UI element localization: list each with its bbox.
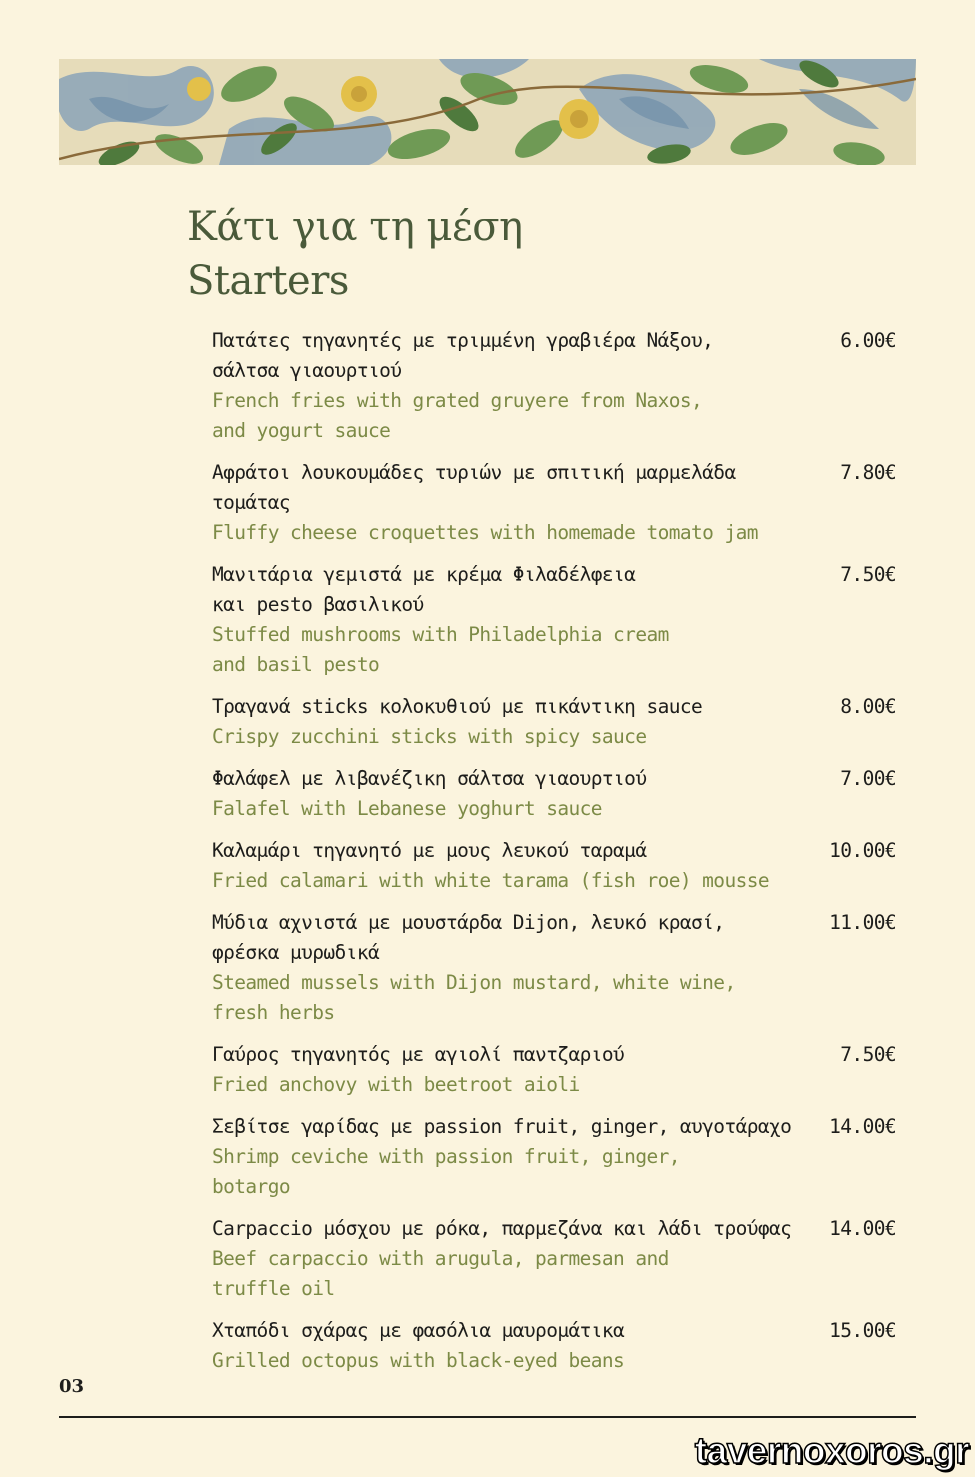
starters-menu-list: [212, 326, 902, 1388]
item-name-english: Fluffy cheese croquettes with homemade tomato jam: [212, 521, 758, 544]
floral-pattern-icon: [59, 59, 916, 165]
item-price: 7.50€: [840, 1043, 896, 1066]
item-name-greek: Μύδια αχνιστά με μουστάρδα Dijon, λευκό κρασί, φρέσκα μυρωδικά: [212, 911, 725, 964]
item-name-greek: Αφράτοι λουκουμάδες τυριών με σπιτική μαρμελάδα τομάτας: [212, 461, 736, 514]
item-name-greek: Σεβίτσε γαρίδας με passion fruit, ginger, αυγοτάραχο: [212, 1115, 792, 1138]
item-name-greek: Φαλάφελ με λιβανέζικη σάλτσα γιαουρτιού: [212, 767, 647, 790]
item-price: 11.00€: [829, 911, 896, 934]
heading-greek: Κάτι για τη μέση: [187, 204, 523, 250]
menu-item: [212, 458, 902, 548]
menu-item: [212, 836, 902, 896]
item-name-greek: Τραγανά sticks κολοκυθιού με πικάντικη sauce: [212, 695, 703, 718]
menu-item: [212, 1040, 902, 1100]
menu-item: [212, 560, 902, 680]
page-number: 03: [59, 1376, 85, 1397]
item-name-greek: Χταπόδι σχάρας με φασόλια μαυρομάτικα: [212, 1319, 625, 1342]
site-watermark: tavernoxoros.gr: [694, 1430, 969, 1471]
item-price: 10.00€: [829, 839, 896, 862]
floral-banner: [59, 59, 916, 165]
item-name-english: Falafel with Lebanese yoghurt sauce: [212, 797, 602, 820]
heading-english: Starters: [187, 258, 349, 304]
item-name-english: Fried anchovy with beetroot aioli: [212, 1073, 580, 1096]
menu-item: [212, 908, 902, 1028]
item-name-english: Beef carpaccio with arugula, parmesan and truffle oil: [212, 1247, 669, 1300]
menu-item: [212, 692, 902, 752]
item-price: 7.80€: [840, 461, 896, 484]
item-price: 8.00€: [840, 695, 896, 718]
section-heading: [187, 200, 523, 308]
item-name-english: Steamed mussels with Dijon mustard, white wine, fresh herbs: [212, 971, 736, 1024]
item-price: 14.00€: [829, 1217, 896, 1240]
item-name-greek: Carpaccio μόσχου με ρόκα, παρμεζάνα και λάδι τρούφας: [212, 1217, 792, 1240]
item-price: 7.50€: [840, 563, 896, 586]
item-name-greek: Μανιτάρια γεμιστά με κρέμα Φιλαδέλφεια και pesto βασιλικού: [212, 563, 636, 616]
item-name-greek: Πατάτες τηγανητές με τριμμένη γραβιέρα Νάξου, σάλτσα γιαουρτιού: [212, 329, 714, 382]
menu-item: [212, 764, 902, 824]
item-name-english: Crispy zucchini sticks with spicy sauce: [212, 725, 647, 748]
item-name-greek: Καλαμάρι τηγανητό με μους λευκού ταραμά: [212, 839, 647, 862]
footer-divider: [59, 1416, 916, 1418]
item-name-english: Stuffed mushrooms with Philadelphia cream and basil pesto: [212, 623, 669, 676]
menu-item: [212, 1214, 902, 1304]
item-name-english: French fries with grated gruyere from Naxos, and yogurt sauce: [212, 389, 703, 442]
item-name-english: Shrimp ceviche with passion fruit, ginger, botargo: [212, 1145, 680, 1198]
item-price: 6.00€: [840, 329, 896, 352]
item-price: 15.00€: [829, 1319, 896, 1342]
menu-item: [212, 326, 902, 446]
menu-item: [212, 1112, 902, 1202]
menu-item: [212, 1316, 902, 1376]
item-name-english: Grilled octopus with black-eyed beans: [212, 1349, 625, 1372]
item-name-greek: Γαύρος τηγανητός με αγιολί παντζαριού: [212, 1043, 625, 1066]
item-price: 14.00€: [829, 1115, 896, 1138]
item-price: 7.00€: [840, 767, 896, 790]
item-name-english: Fried calamari with white tarama (fish roe) mousse: [212, 869, 769, 892]
